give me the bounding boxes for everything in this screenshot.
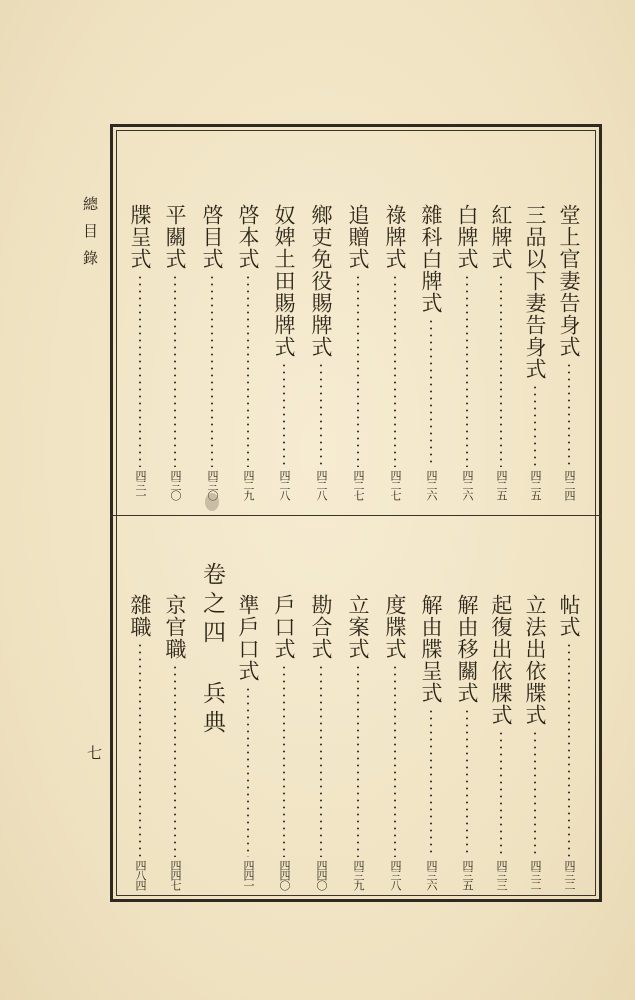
toc-entry xyxy=(521,594,549,890)
section-heading xyxy=(198,562,226,762)
toc-entry-text: 帖式 xyxy=(557,594,581,638)
toc-entry-text: 白牌式 xyxy=(455,204,479,270)
leader-dots xyxy=(357,664,359,857)
toc-entry-page: 四二七 xyxy=(389,470,402,500)
leader-dots xyxy=(500,730,502,857)
toc-entry-text: 奴婢土田賜牌式 xyxy=(272,204,296,358)
toc-entry xyxy=(487,594,515,890)
toc-entry-text: 戶口式 xyxy=(272,594,296,660)
toc-entry-page: 四二七 xyxy=(352,470,365,500)
toc-entry xyxy=(307,594,335,890)
toc-entry xyxy=(344,204,372,500)
toc-entry-text: 平關式 xyxy=(163,204,187,270)
toc-entry-text: 勘合式 xyxy=(309,594,333,660)
toc-entry xyxy=(555,204,583,500)
leader-dots xyxy=(534,384,536,467)
toc-entry xyxy=(555,594,583,890)
leader-dots xyxy=(174,664,176,857)
toc-entry-text: 立法出依牒式 xyxy=(523,594,547,726)
toc-entry-page: 四二九 xyxy=(242,470,255,500)
margin-page-number: 七 xyxy=(85,745,103,760)
leader-dots xyxy=(320,362,322,467)
toc-entry-text: 度牒式 xyxy=(383,594,407,660)
toc-entry xyxy=(234,594,262,890)
leader-dots xyxy=(430,318,432,467)
toc-entry xyxy=(270,204,298,500)
toc-entry-page: 四三〇 xyxy=(169,470,182,500)
toc-entry xyxy=(417,204,445,500)
toc-entry xyxy=(381,204,409,500)
toc-entry-page: 四二八 xyxy=(278,470,291,500)
toc-entry-page: 四三二 xyxy=(563,860,576,890)
toc-entry xyxy=(417,594,445,890)
toc-entry-page: 四四〇 xyxy=(278,860,291,890)
toc-entry-page: 四八四 xyxy=(134,860,147,890)
leader-dots xyxy=(283,362,285,467)
leader-dots xyxy=(568,642,570,857)
toc-entry xyxy=(161,204,189,500)
leader-dots xyxy=(357,274,359,467)
leader-dots xyxy=(394,664,396,857)
leader-dots xyxy=(568,362,570,467)
toc-entry xyxy=(344,594,372,890)
leader-dots xyxy=(247,274,249,467)
toc-entry-page: 四三八 xyxy=(389,860,402,890)
leader-dots xyxy=(283,664,285,857)
toc-entry-text: 啓目式 xyxy=(200,204,224,270)
toc-entry-page: 四三六 xyxy=(425,860,438,890)
toc-entry xyxy=(234,204,262,500)
toc-entry-page: 四四一 xyxy=(242,860,255,890)
toc-entry xyxy=(521,204,549,500)
toc-entry-text: 追贈式 xyxy=(346,204,370,270)
leader-dots xyxy=(500,274,502,467)
leader-dots xyxy=(139,274,141,467)
toc-entry-page: 四二五 xyxy=(495,470,508,500)
toc-entry xyxy=(307,204,335,500)
toc-entry-text: 啓本式 xyxy=(236,204,260,270)
toc-entry-text: 準戶口式 xyxy=(236,594,260,682)
toc-entry-page: 四二六 xyxy=(461,470,474,500)
toc-entry-page: 四四〇 xyxy=(315,860,328,890)
toc-entry-text: 解由移關式 xyxy=(455,594,479,704)
toc-entry-text: 牒呈式 xyxy=(128,204,152,270)
toc-entry-page: 四二六 xyxy=(425,470,438,500)
leader-dots xyxy=(430,708,432,857)
toc-entry-text: 解由牒呈式 xyxy=(419,594,443,704)
leader-dots xyxy=(466,708,468,857)
toc-entry-page: 四二八 xyxy=(315,470,328,500)
leader-dots xyxy=(394,274,396,467)
toc-entry xyxy=(198,204,226,500)
toc-entry xyxy=(126,594,154,890)
margin-title: 總目錄 xyxy=(81,196,99,277)
section-divider xyxy=(110,515,602,516)
leader-dots xyxy=(211,274,213,467)
section-heading-text: 卷之四 兵典 xyxy=(199,562,225,739)
toc-entry-text: 堂上官妻告身式 xyxy=(557,204,581,358)
toc-entry xyxy=(453,204,481,500)
toc-entry-page: 四三〇 xyxy=(206,470,219,500)
toc-entry-page: 四三三 xyxy=(495,860,508,890)
toc-entry-text: 紅牌式 xyxy=(489,204,513,270)
toc-entry-text: 起復出依牒式 xyxy=(489,594,513,726)
toc-entry-text: 立案式 xyxy=(346,594,370,660)
toc-entry xyxy=(161,594,189,890)
toc-entry xyxy=(453,594,481,890)
toc-entry-text: 三品以下妻告身式 xyxy=(523,204,547,380)
toc-entry xyxy=(381,594,409,890)
leader-dots xyxy=(139,642,141,857)
leader-dots xyxy=(466,274,468,467)
toc-entry-page: 四三二 xyxy=(529,860,542,890)
toc-entry-text: 鄉吏免役賜牌式 xyxy=(309,204,333,358)
toc-entry-page: 四二四 xyxy=(563,470,576,500)
toc-entry-page: 四三一 xyxy=(134,470,147,500)
toc-entry xyxy=(270,594,298,890)
toc-entry-text: 京官職 xyxy=(163,594,187,660)
toc-entry-text: 祿牌式 xyxy=(383,204,407,270)
ink-stain xyxy=(205,493,219,511)
toc-entry-page: 四四七 xyxy=(169,860,182,890)
toc-entry-page: 四三九 xyxy=(352,860,365,890)
leader-dots xyxy=(534,730,536,857)
toc-entry xyxy=(126,204,154,500)
toc-entry-text: 雜職 xyxy=(128,594,152,638)
leader-dots xyxy=(320,664,322,857)
toc-entry xyxy=(487,204,515,500)
toc-entry-page: 四三五 xyxy=(461,860,474,890)
toc-entry-text: 雜科白牌式 xyxy=(419,204,443,314)
leader-dots xyxy=(247,686,249,857)
leader-dots xyxy=(174,274,176,467)
toc-entry-page: 四二五 xyxy=(529,470,542,500)
